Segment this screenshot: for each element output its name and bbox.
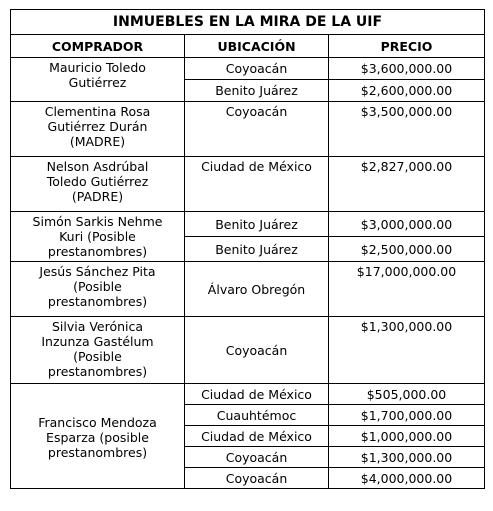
table-row [11,102,485,157]
buyer-line: (PADRE) [71,189,124,204]
location-cell: Coyoacán [185,317,329,384]
buyer-line: prestanombres) [47,294,148,309]
buyer-cell [11,212,185,262]
price-cell: $2,500,000.00 [329,237,485,262]
buyer-line: Silvia Verónica [51,319,144,334]
buyer-cell [11,102,185,157]
properties-table [10,9,485,489]
document-table-wrapper [10,9,485,489]
table-row [11,58,485,80]
buyer-cell [11,157,185,212]
location-cell: Benito Juárez [185,80,329,102]
buyer-line: Toledo Gutiérrez [46,174,149,189]
table-row [11,262,485,317]
location-cell: Ciudad de México [185,384,329,405]
price-cell: $1,300,000.00 [329,317,485,384]
buyer-line: prestanombres) [47,444,148,460]
location-cell: Benito Juárez [185,212,329,237]
table-row [11,157,485,212]
table-row [11,317,485,384]
title-row [11,10,485,35]
header-comprador: COMPRADOR [11,35,185,58]
buyer-line: Mauricio Toledo [49,60,146,75]
table-title: INMUEBLES EN LA MIRA DE LA UIF [11,10,485,35]
price-cell: $17,000,000.00 [329,262,485,317]
buyer-line: Inzunza Gastélum [41,334,154,349]
buyer-line: Kuri (Posible [59,229,136,244]
buyer-line: Simón Sarkis Nehme [32,214,163,229]
header-precio: PRECIO [329,35,485,58]
buyer-line: (Posible [73,349,122,364]
location-cell: Ciudad de México [185,157,329,212]
price-cell: $1,700,000.00 [329,405,485,426]
buyer-line: Esparza (posible [46,429,149,445]
price-cell: $3,500,000.00 [329,102,485,157]
buyer-line: Gutiérrez [68,75,127,90]
header-row [11,35,485,58]
price-cell: $3,600,000.00 [329,58,485,80]
location-cell: Coyoacán [185,58,329,80]
header-ubicacion: UBICACIÓN [185,35,329,58]
price-cell: $2,600,000.00 [329,80,485,102]
buyer-cell [11,384,185,489]
buyer-cell [11,58,185,102]
buyer-cell [11,317,185,384]
price-cell: $4,000,000.00 [329,468,485,489]
location-cell: Ciudad de México [185,426,329,447]
location-cell: Benito Juárez [185,237,329,262]
buyer-cell [11,262,185,317]
table-row [11,212,485,237]
buyer-line: Jesús Sánchez Pita [39,264,156,279]
location-cell: Álvaro Obregón [185,262,329,317]
price-cell: $1,000,000.00 [329,426,485,447]
buyer-line: (MADRE) [69,134,126,149]
price-cell: $2,827,000.00 [329,157,485,212]
buyer-line: Nelson Asdrúbal [46,159,149,174]
location-cell: Cuauhtémoc [185,405,329,426]
buyer-line: (Posible [73,279,122,294]
buyer-line: prestanombres) [47,244,148,259]
price-cell: $1,300,000.00 [329,447,485,468]
buyer-line: prestanombres) [47,364,148,379]
buyer-line: Gutiérrez Durán [47,119,148,134]
buyer-line: Francisco Mendoza [38,414,157,430]
location-cell: Coyoacán [185,468,329,489]
table-row [11,384,485,405]
location-cell: Coyoacán [185,447,329,468]
price-cell: $505,000.00 [329,384,485,405]
price-cell: $3,000,000.00 [329,212,485,237]
location-cell: Coyoacán [185,102,329,157]
buyer-line: Clementina Rosa [44,104,151,119]
